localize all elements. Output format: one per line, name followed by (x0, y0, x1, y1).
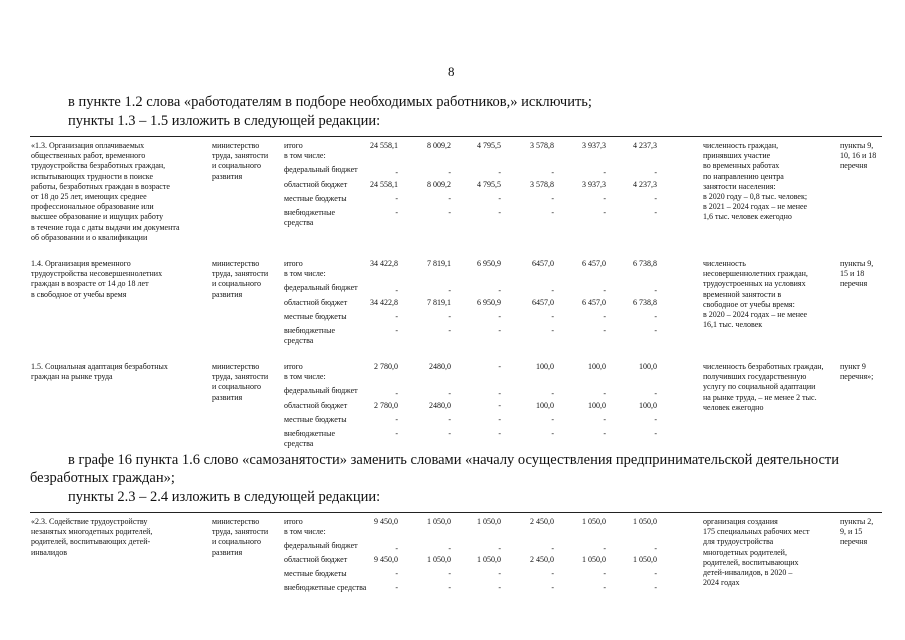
funding-value-fed: - (395, 389, 398, 398)
funding-value-fed: - (654, 389, 657, 398)
funding-source-label: областной бюджет (284, 401, 348, 410)
row-description-line: в течение года с даты выдачи им документа (31, 222, 180, 232)
responsible-ministry-line: труда, занятости (212, 372, 269, 382)
funding-value-ext: - (448, 326, 451, 335)
funding-value-loc: - (551, 415, 554, 424)
funding-value-fed: - (603, 544, 606, 553)
expected-result-line: многодетных родителей, (703, 547, 787, 557)
funding-value-ext: - (654, 326, 657, 335)
funding-value-reg: 6457,0 (532, 298, 554, 307)
funding-source-label: средства (284, 439, 314, 448)
funding-value-reg: 6 950,9 (477, 298, 501, 307)
reference-line: пункты 9, (840, 259, 874, 268)
funding-value-fed: - (448, 168, 451, 177)
funding-value-loc: - (448, 312, 451, 321)
expected-result-line: в 2021 – 2024 годах – не менее (703, 202, 808, 212)
funding-value-ext: - (498, 583, 501, 592)
row-description-line: от 18 до 25 лет, имеющих среднее (31, 192, 147, 201)
funding-value-reg: 3 578,8 (530, 180, 554, 189)
funding-source-label: средства (284, 336, 314, 345)
funding-value-loc: - (395, 569, 398, 578)
funding-source-label: областной бюджет (284, 555, 348, 564)
funding-value-ext: - (448, 583, 451, 592)
expected-result-line: в 2020 году – 0,8 тыс. человек; (703, 192, 808, 201)
funding-value-ext: - (551, 429, 554, 438)
funding-value-total: 100,0 (588, 362, 606, 371)
expected-result-line: для трудоустройства (703, 537, 774, 547)
funding-value-loc: - (395, 415, 398, 424)
expected-result-line: по направлению центра (703, 171, 784, 181)
funding-value-loc: - (448, 415, 451, 424)
funding-value-total: 1 050,0 (633, 517, 657, 526)
funding-value-loc: - (654, 415, 657, 424)
expected-result-line: трудоустроенных на условиях (703, 279, 806, 289)
expected-result-line: в 2020 – 2024 годах – не менее (703, 310, 808, 319)
reference-line: 15 и 18 (840, 269, 865, 279)
responsible-ministry-line: развития (212, 547, 243, 557)
intro-paragraph-2: пункты 1.3 – 1.5 изложить в следующей редакции: (68, 113, 381, 129)
funding-value-total: 9 450,0 (374, 517, 398, 526)
expected-result-line: 175 специальных рабочих мест (703, 527, 810, 537)
funding-value-total: 2 450,0 (530, 517, 554, 526)
funding-source-label: местные бюджеты (284, 194, 347, 203)
funding-source-label: итого (284, 362, 303, 371)
funding-source-label: федеральный бюджет (284, 541, 358, 550)
funding-value-total: 24 558,1 (370, 141, 398, 150)
funding-value-loc: - (654, 312, 657, 321)
funding-value-total: - (498, 362, 501, 371)
funding-value-total: 6457,0 (532, 259, 554, 268)
expected-result-line: во временных работах (703, 161, 780, 171)
funding-value-loc: - (551, 312, 554, 321)
funding-value-total: 1 050,0 (477, 517, 501, 526)
funding-value-loc: - (654, 569, 657, 578)
funding-value-reg: 1 050,0 (582, 555, 606, 564)
funding-value-reg: 6 738,8 (633, 298, 657, 307)
expected-result-line: организация создания (703, 517, 778, 526)
responsible-ministry-line: труда, занятости (212, 527, 269, 537)
funding-value-total: 8 009,2 (427, 141, 451, 150)
funding-value-loc: - (498, 569, 501, 578)
funding-value-loc: - (498, 312, 501, 321)
funding-value-fed: - (551, 389, 554, 398)
funding-value-total: 4 237,3 (633, 141, 657, 150)
funding-value-reg: 4 237,3 (633, 180, 657, 189)
funding-source-label: средства (284, 218, 314, 227)
reference-line: перечня (840, 279, 868, 289)
funding-value-fed: - (498, 544, 501, 553)
funding-value-total: 100,0 (536, 362, 554, 371)
expected-result-line: свободное от учебы время: (703, 299, 795, 309)
expected-result-line: 1,6 тыс. человек ежегодно (703, 212, 792, 222)
page-number: 8 (448, 64, 455, 79)
funding-value-fed: - (551, 168, 554, 177)
funding-source-label: итого (284, 141, 303, 150)
responsible-ministry-line: труда, занятости (212, 269, 269, 279)
funding-value-total: 34 422,8 (370, 259, 398, 268)
funding-value-fed: - (603, 389, 606, 398)
responsible-ministry-line: министерство (212, 362, 260, 371)
funding-value-reg: 2 780,0 (374, 401, 398, 410)
responsible-ministry-line: министерство (212, 259, 260, 268)
funding-value-loc: - (603, 194, 606, 203)
funding-value-ext: - (654, 429, 657, 438)
expected-result-line: услугу по социальной адаптации (703, 382, 816, 392)
funding-value-ext: - (654, 208, 657, 217)
responsible-ministry-line: развития (212, 171, 243, 181)
funding-value-loc: - (551, 569, 554, 578)
funding-value-ext: - (498, 429, 501, 438)
funding-value-reg: 34 422,8 (370, 298, 398, 307)
funding-value-loc: - (603, 312, 606, 321)
funding-value-fed: - (448, 286, 451, 295)
funding-value-reg: 7 819,1 (427, 298, 451, 307)
funding-value-fed: - (603, 286, 606, 295)
funding-value-loc: - (654, 194, 657, 203)
funding-value-fed: - (498, 389, 501, 398)
funding-source-label: итого (284, 259, 303, 268)
funding-value-reg: 8 009,2 (427, 180, 451, 189)
funding-value-fed: - (654, 544, 657, 553)
funding-value-total: 3 578,8 (530, 141, 554, 150)
funding-value-reg: 100,0 (639, 401, 657, 410)
expected-result-line: на рынке труда, – не менее 2 тыс. (703, 392, 817, 402)
funding-source-label: внебюджетные (284, 429, 335, 438)
expected-result-line: принявших участие (703, 151, 771, 161)
responsible-ministry-line: развития (212, 289, 243, 299)
expected-result-line: численность граждан, (703, 141, 779, 150)
expected-result-line: 16,1 тыс. человек (703, 320, 763, 330)
expected-result-line: детей-инвалидов, в 2020 – (703, 568, 793, 577)
funding-source-label: внебюджетные (284, 208, 335, 217)
funding-value-reg: 1 050,0 (633, 555, 657, 564)
responsible-ministry-line: министерство (212, 141, 260, 150)
expected-result-line: численность (703, 259, 746, 268)
funding-value-ext: - (603, 429, 606, 438)
row-description-line: незанятых многодетных родителей, (31, 527, 153, 537)
funding-source-label: федеральный бюджет (284, 283, 358, 292)
funding-value-reg: 9 450,0 (374, 555, 398, 564)
funding-value-fed: - (654, 168, 657, 177)
mid-paragraph-3: пункты 2.3 – 2.4 изложить в следующей редакции: (68, 489, 381, 505)
funding-value-loc: - (603, 569, 606, 578)
funding-value-reg: 24 558,1 (370, 180, 398, 189)
funding-value-ext: - (551, 208, 554, 217)
reference-line: перечня»; (840, 372, 874, 382)
responsible-ministry-line: и социального (212, 161, 262, 171)
funding-value-reg: 2480,0 (429, 401, 451, 410)
reference-line: перечня (840, 537, 868, 547)
row-description-line: трудоустройства несовершеннолетних (31, 269, 163, 279)
funding-value-fed: - (498, 286, 501, 295)
funding-value-ext: - (498, 208, 501, 217)
mid-paragraph-1: в графе 16 пункта 1.6 слово «самозанятости» заменить словами «началу осуществления предпринимательской деятельности (68, 452, 839, 468)
funding-value-ext: - (654, 583, 657, 592)
row-description-line: «2.3. Содействие трудоустройству (31, 517, 148, 526)
funding-value-reg: 1 050,0 (477, 555, 501, 564)
funding-source-label: итого (284, 517, 303, 526)
expected-result-line: родителей, воспитывающих (703, 557, 799, 567)
funding-value-ext: - (395, 583, 398, 592)
funding-source-label: местные бюджеты (284, 312, 347, 321)
funding-value-fed: - (551, 544, 554, 553)
funding-value-loc: - (448, 569, 451, 578)
row-description-line: инвалидов (31, 547, 67, 557)
funding-value-ext: - (448, 208, 451, 217)
funding-source-label: в том числе: (284, 269, 326, 278)
funding-value-total: 4 795,5 (477, 141, 501, 150)
expected-result-line: человек ежегодно (703, 402, 764, 412)
funding-value-ext: - (551, 326, 554, 335)
expected-result-line: 2024 годах (703, 578, 740, 588)
responsible-ministry-line: труда, занятости (212, 151, 269, 161)
responsible-ministry-line: и социального (212, 279, 262, 289)
funding-source-label: федеральный бюджет (284, 386, 358, 395)
expected-result-line: численность безработных граждан, (703, 362, 824, 371)
funding-value-total: 2480,0 (429, 362, 451, 371)
reference-line: перечня (840, 161, 868, 171)
row-description-line: высшее образование и ищущих работу (31, 212, 164, 222)
funding-value-loc: - (395, 312, 398, 321)
row-description-line: 1.4. Организация временного (31, 259, 131, 268)
funding-value-ext: - (448, 429, 451, 438)
funding-value-fed: - (551, 286, 554, 295)
row-description-line: общественных работ, временного (31, 151, 146, 161)
reference-line: пункты 2, (840, 517, 874, 526)
funding-value-ext: - (498, 326, 501, 335)
funding-value-loc: - (498, 415, 501, 424)
funding-value-total: 7 819,1 (427, 259, 451, 268)
reference-line: пункт 9 (840, 362, 866, 371)
reference-line: пункты 9, (840, 141, 874, 150)
reference-line: 10, 16 и 18 (840, 151, 877, 161)
funding-value-ext: - (395, 326, 398, 335)
funding-source-label: местные бюджеты (284, 415, 347, 424)
funding-value-fed: - (395, 544, 398, 553)
funding-value-total: 6 457,0 (582, 259, 606, 268)
funding-value-reg: 100,0 (536, 401, 554, 410)
expected-result-line: несовершеннолетних граждан, (703, 269, 808, 279)
funding-value-reg: 4 795,5 (477, 180, 501, 189)
funding-value-total: 3 937,3 (582, 141, 606, 150)
responsible-ministry-line: развития (212, 392, 243, 402)
funding-value-fed: - (603, 168, 606, 177)
funding-value-reg: 6 457,0 (582, 298, 606, 307)
row-description-line: граждан на рынке труда (31, 372, 113, 382)
funding-value-loc: - (551, 194, 554, 203)
mid-paragraph-2: безработных граждан»; (30, 470, 175, 486)
funding-source-label: внебюджетные (284, 326, 335, 335)
funding-source-label: областной бюджет (284, 180, 348, 189)
row-description-line: в свободное от учебы время (31, 289, 127, 299)
table-top-rule (30, 136, 882, 137)
funding-value-total: 2 780,0 (374, 362, 398, 371)
funding-value-ext: - (395, 208, 398, 217)
responsible-ministry-line: и социального (212, 382, 262, 392)
funding-value-fed: - (448, 389, 451, 398)
row-description-line: граждан в возрасте от 14 до 18 лет (31, 279, 149, 289)
funding-value-total: 1 050,0 (582, 517, 606, 526)
row-description-line: родителей, воспитывающих детей- (31, 537, 151, 547)
intro-paragraph-1: в пункте 1.2 слова «работодателям в подборе необходимых работников,» исключить; (68, 94, 592, 110)
reference-line: 9, и 15 (840, 527, 863, 537)
funding-value-ext: - (395, 429, 398, 438)
funding-source-label: местные бюджеты (284, 569, 347, 578)
row-description-line: испытывающих трудности в поиске (31, 171, 153, 181)
funding-value-ext: - (603, 208, 606, 217)
row-description-line: 1.5. Социальная адаптация безработных (31, 362, 168, 371)
funding-value-loc: - (395, 194, 398, 203)
responsible-ministry-line: и социального (212, 537, 262, 547)
expected-result-line: занятости населения: (703, 181, 776, 191)
funding-source-label: в том числе: (284, 527, 326, 536)
table-top-rule-2 (30, 512, 882, 513)
responsible-ministry-line: министерство (212, 517, 260, 526)
funding-source-label: в том числе: (284, 151, 326, 160)
funding-source-label: федеральный бюджет (284, 165, 358, 174)
funding-value-total: 6 950,9 (477, 259, 501, 268)
funding-source-label: в том числе: (284, 372, 326, 381)
row-description-line: работы, безработных граждан в возрасте (31, 181, 170, 191)
funding-source-label: областной бюджет (284, 298, 348, 307)
expected-result-line: временной занятости в (703, 289, 782, 299)
funding-value-loc: - (498, 194, 501, 203)
funding-value-total: 6 738,8 (633, 259, 657, 268)
funding-value-loc: - (603, 415, 606, 424)
funding-value-ext: - (603, 583, 606, 592)
expected-result-line: получивших государственную (703, 372, 807, 382)
funding-value-reg: 100,0 (588, 401, 606, 410)
funding-value-total: 100,0 (639, 362, 657, 371)
funding-value-reg: - (498, 401, 501, 410)
funding-value-reg: 3 937,3 (582, 180, 606, 189)
row-description-line: об образовании и о квалификации (31, 232, 148, 242)
funding-value-loc: - (448, 194, 451, 203)
funding-value-ext: - (551, 583, 554, 592)
row-description-line: «1.3. Организация оплачиваемых (31, 141, 145, 150)
funding-value-fed: - (448, 544, 451, 553)
funding-source-label: внебюджетные средства (284, 583, 367, 592)
row-description-line: трудоустройства безработных граждан, (31, 161, 166, 171)
funding-value-reg: 2 450,0 (530, 555, 554, 564)
funding-value-fed: - (395, 168, 398, 177)
funding-value-fed: - (498, 168, 501, 177)
funding-value-fed: - (654, 286, 657, 295)
funding-value-fed: - (395, 286, 398, 295)
funding-value-total: 1 050,0 (427, 517, 451, 526)
funding-value-reg: 1 050,0 (427, 555, 451, 564)
funding-value-ext: - (603, 326, 606, 335)
row-description-line: профессиональное образование или (31, 202, 154, 212)
